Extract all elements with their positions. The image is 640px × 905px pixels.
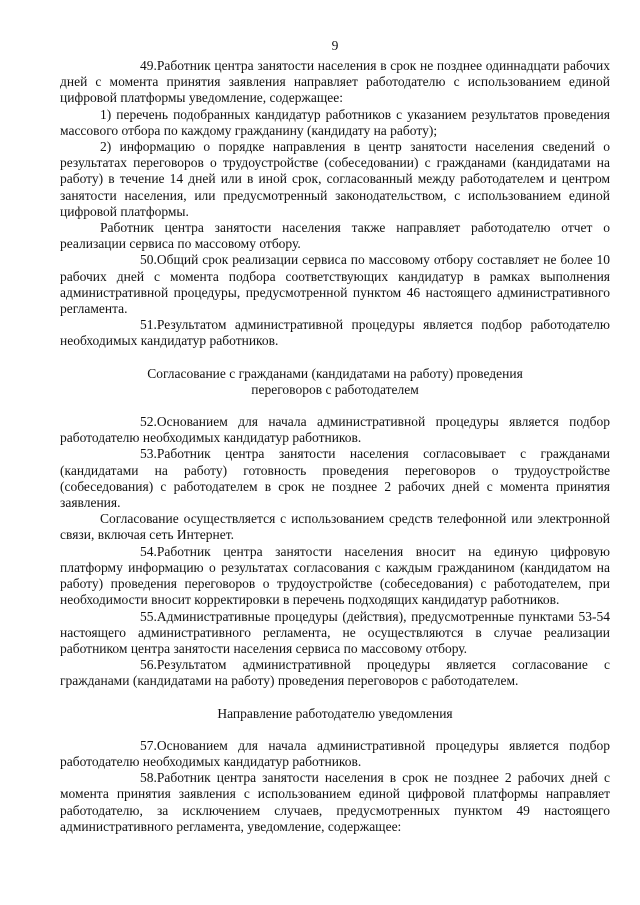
paragraph-number: 55. <box>140 608 157 624</box>
page-number: 9 <box>331 38 339 53</box>
paragraph-51 <box>60 317 610 349</box>
paragraph-report: Работник центра занятости населения также направляет работодателю отчет о реализации сервиса по массовому отбору. <box>60 220 610 252</box>
paragraph-text: Работник центра занятости населения согласовывает с гражданами (кандидатами на работу) готовность проведения переговоров о трудоустройстве (собеседования) с работодателем в срок не позднее 2 рабочих дней с момента принятия заявления. <box>60 446 610 511</box>
section-notification <box>60 738 610 835</box>
paragraph-text: Работник центра занятости населения в срок не позднее одиннадцати рабочих дней с момента принятия заявления направляет работодателю с использованием единой цифровой платформы уведомление, содержащее: <box>60 58 610 106</box>
paragraph-text: Результатом административной процедуры является подбор работодателю необходимых кандидатур работников. <box>60 317 610 349</box>
heading-line-2: переговоров с работодателем <box>251 381 419 397</box>
paragraph-55 <box>60 609 610 658</box>
paragraph-number: 53. <box>140 446 157 462</box>
paragraph-text: Основанием для начала административной процедуры является подбор работодателю необходимых кандидатур работников. <box>60 414 610 446</box>
paragraph-number: 52. <box>140 414 157 430</box>
paragraph-58 <box>60 770 610 835</box>
list-item-2: 2) информацию о порядке направления в центр занятости населения сведений о результатах переговоров о трудоустройстве (собеседовании) с гражданами (кандидатами на работу) в течение 14 дней или в иной срок, согласованный между работодателем и центром занятости населения, или предусмотренный законодательством, с использованием единой цифровой платформы. <box>60 139 610 219</box>
section-selection-results <box>60 58 610 350</box>
paragraph-number: 49. <box>140 58 157 73</box>
paragraph-text: Работник центра занятости населения вносит на единую цифровую платформу информацию о результатах согласования с каждым гражданином (кандидатом на работу) проведения переговоров о трудоустройстве (собеседования) с работодателем, при необходимости вносит корректировки в перечень подходящих кандидатур работников. <box>60 543 610 608</box>
paragraph-number: 57. <box>140 737 157 753</box>
paragraph-number: 54. <box>140 543 157 559</box>
paragraph-number: 58. <box>140 770 157 786</box>
heading-line-1: Согласование с гражданами (кандидатами на работу) проведения <box>147 365 523 381</box>
paragraph-number: 56. <box>140 657 157 673</box>
paragraph-text: Общий срок реализации сервиса по массовому отбору составляет не более 10 рабочих дней с момента подбора соответствующих кандидатур в рамках выполнения административной процедуры, предусмотренной пунктом 46 настоящего административного регламента. <box>60 252 610 317</box>
paragraph-text: Административные процедуры (действия), предусмотренные пунктами 53-54 настоящего административного регламента, не осуществляются в случае реализации работником центра занятости населения сервиса по массовому отбору. <box>60 608 610 656</box>
section-heading-notification: Направление работодателю уведомления <box>217 705 453 721</box>
paragraph-number: 50. <box>140 252 157 268</box>
paragraph-50 <box>60 252 610 317</box>
paragraph-text: Работник центра занятости населения в срок не позднее 2 рабочих дней с момента принятия заявления с использованием единой цифровой платформы направляет работодателю, за исключением случаев, предусмотренных пунктом 49 настоящего административного регламента, уведомление, содержащее: <box>60 770 610 834</box>
paragraph-57 <box>60 738 610 770</box>
paragraph-53 <box>60 446 610 511</box>
paragraph-text: Основанием для начала административной процедуры является подбор работодателю необходимых кандидатур работников. <box>60 737 610 769</box>
paragraph-54 <box>60 544 610 609</box>
paragraph-52 <box>60 414 610 446</box>
paragraph-56 <box>60 657 610 689</box>
paragraph-49 <box>60 58 610 107</box>
paragraph-agreement: Согласование осуществляется с использованием средств телефонной или электронной связи, включая сеть Интернет. <box>60 511 610 543</box>
section-coordination <box>60 414 610 689</box>
list-item-1: 1) перечень подобранных кандидатур работников с указанием результатов проведения массового отбора по каждому гражданину (кандидату на работу); <box>60 106 610 138</box>
paragraph-text: Результатом административной процедуры является согласование с гражданами (кандидатами на работу) проведения переговоров с работодателем. <box>60 657 610 689</box>
section-heading-coordination <box>60 366 610 398</box>
paragraph-number: 51. <box>140 317 157 333</box>
